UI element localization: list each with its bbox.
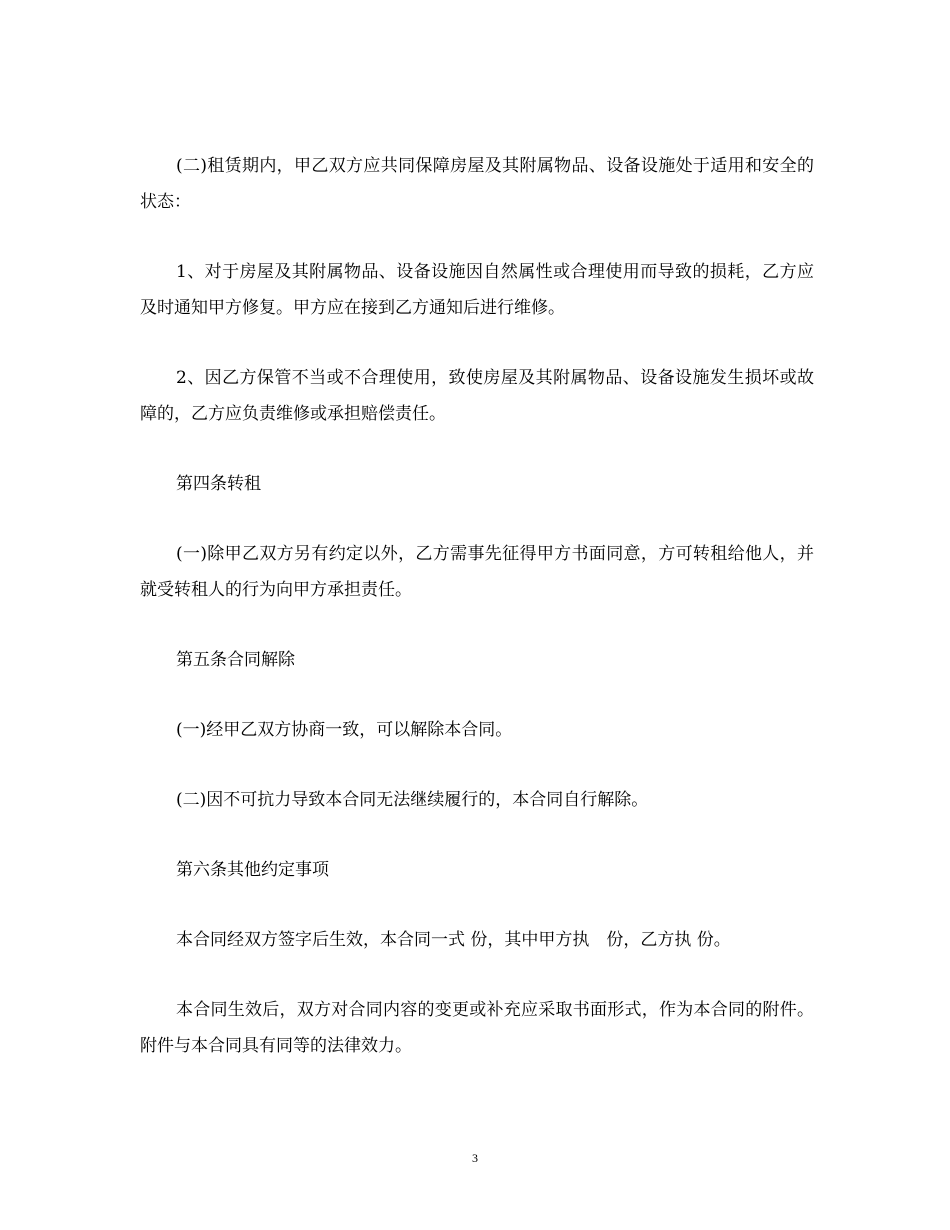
- paragraph-lease-maintenance: (二)租赁期内，甲乙双方应共同保障房屋及其附属物品、设备设施处于适用和安全的状态：: [140, 156, 814, 212]
- document-body: [140, 148, 814, 1098]
- paragraph-amendments: 本合同生效后，双方对合同内容的变更或补充应采取书面形式，作为本合同的附件。附件与本合同具有同等的法律效力。: [140, 1000, 814, 1056]
- page-number: 3: [472, 1151, 478, 1165]
- paragraph-natural-wear: 1、对于房屋及其附属物品、设备设施因自然属性或合理使用而导致的损耗，乙方应及时通知甲方修复。甲方应在接到乙方通知后进行维修。: [140, 262, 814, 318]
- paragraph-force-majeure: (二)因不可抗力导致本合同无法继续履行的，本合同自行解除。: [176, 790, 649, 810]
- section-heading-sublease: 第四条转租: [176, 474, 261, 494]
- section-heading-termination: 第五条合同解除: [176, 650, 295, 670]
- paragraph-improper-use: 2、因乙方保管不当或不合理使用，致使房屋及其附属物品、设备设施发生损坏或故障的，乙方应负责维修或承担赔偿责任。: [140, 368, 814, 424]
- paragraph-sublease-consent: (一)除甲乙双方另有约定以外，乙方需事先征得甲方书面同意，方可转租给他人，并就受转租人的行为向甲方承担责任。: [140, 544, 814, 600]
- section-heading-other-terms: 第六条其他约定事项: [176, 860, 329, 880]
- paragraph-mutual-termination: (一)经甲乙双方协商一致，可以解除本合同。: [176, 720, 513, 740]
- paragraph-effectiveness-copies: 本合同经双方签字后生效，本合同一式 份，其中甲方执 份，乙方执 份。: [176, 930, 731, 950]
